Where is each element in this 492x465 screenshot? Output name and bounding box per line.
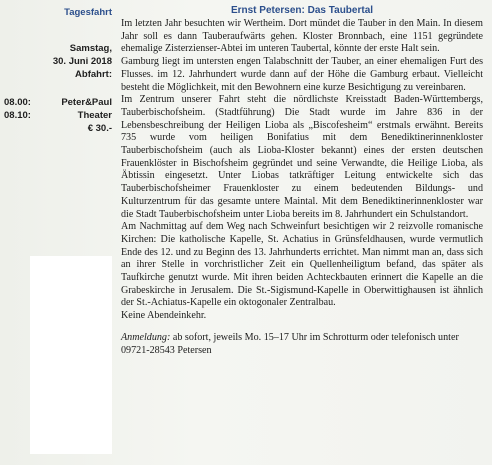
departure-label: Abfahrt: (75, 69, 112, 80)
article-paragraph: Im Zentrum unserer Fahrt steht die nördlichste Kreisstadt Baden-Württembergs, Tauberbischofsheim. (Stadtführung) Die Stadt wurde im Jahre 836 in der Lebensbeschreibung der Heiligen Lioba als „Biscofesheim“ erstmals erwähnt. Bereits 735 wurde vom heiligen Bonifatius mit dem Benediktinerinnenkloster Tauberbischofsheim (auch als Lioba-Kloster bekannt) eines der ersten deutschen Frauenklöster in Bischofsheim gegründet und seine Verwandte, die Heilige Lioba, als Äbtissin eingesetzt. Unter Liobas tatkräftiger Leitung entwickelte sich das Tauberbischofsheimer Frauenkloster zu einem bedeutenden Bildungs- und Kulturzentrum für das gesamte untere Maintal. Mit dem Benediktinerinnenkloster war die Stadt Tauberbischofsheim unter Lioba bereits im 8. Jahrhundert ein Schulstandort. (121, 94, 483, 220)
registration-note (121, 332, 483, 357)
departure-times (4, 96, 116, 135)
departure-time: 08.10: (4, 110, 31, 121)
price-row (4, 122, 116, 135)
article-paragraph: Gamburg liegt im untersten engen Talabschnitt der Tauber, an einer ehemaligen Furt des Flusses. im 12. Jahrhundert wurde dann auf der Höhe die Gamburg erbaut. Vielleicht besteht die Möglichkeit, mit den Bewohnern eine kurze Besichtigung zu vereinbaren. (121, 56, 483, 93)
article (121, 4, 483, 357)
registration-label: Anmeldung: (121, 331, 171, 343)
registration-text: ab sofort, jeweils Mo. 15–17 Uhr im Schrotturm oder telefonisch unter 09721-28543 Petersen (121, 331, 459, 356)
blank-area (30, 256, 112, 454)
trip-price: € 30.- (87, 123, 112, 134)
trip-day: Samstag, (69, 43, 112, 54)
departure-row (4, 96, 116, 109)
sidebar-heading: Tagesfahrt (64, 7, 112, 18)
departure-time: 08.00: (4, 97, 31, 108)
departure-place: Peter&Paul (61, 97, 112, 108)
trip-date: 30. Juni 2018 (52, 56, 112, 67)
article-paragraph: Am Nachmittag auf dem Weg nach Schweinfurt besichtigen wir 2 reizvolle romanische Kirchen: Die katholische Kapelle, St. Achatius in Grünsfeldhausen, wurde vermutlich Ende des 12. und zu Beginn des 13. Jahrhunderts errichtet. Man nimmt man an, dass sich an ihrer Stelle in vorchristlicher Zeit ein Quellenheiligtum befand, das später als Taufkirche genutzt wurde. Mit ihren beiden Achteckbauten erinnert die Kapelle an die Grabeskirche in Jerusalem. Die St.-Sigismund-Kapelle in Oberwittighausen ist ähnlich der St.-Achiatus-Kapelle ein oktogonaler Zentralbau. (121, 221, 483, 309)
departure-place: Theater (77, 110, 112, 121)
article-paragraph: Keine Abendeinkehr. (121, 310, 207, 322)
article-paragraph: Im letzten Jahr besuchten wir Wertheim. Dort mündet die Tauber in den Main. In diesem Jahr soll es dann Tauberaufwärts gehen. Kloster Bronnbach, eine 1151 gegründete ehemalige Zisterzienser-Abtei im unteren Taubertal, könnte der erste Halt sein. (121, 18, 483, 55)
departure-row (4, 109, 116, 122)
article-title: Ernst Petersen: Das Taubertal (230, 5, 374, 16)
